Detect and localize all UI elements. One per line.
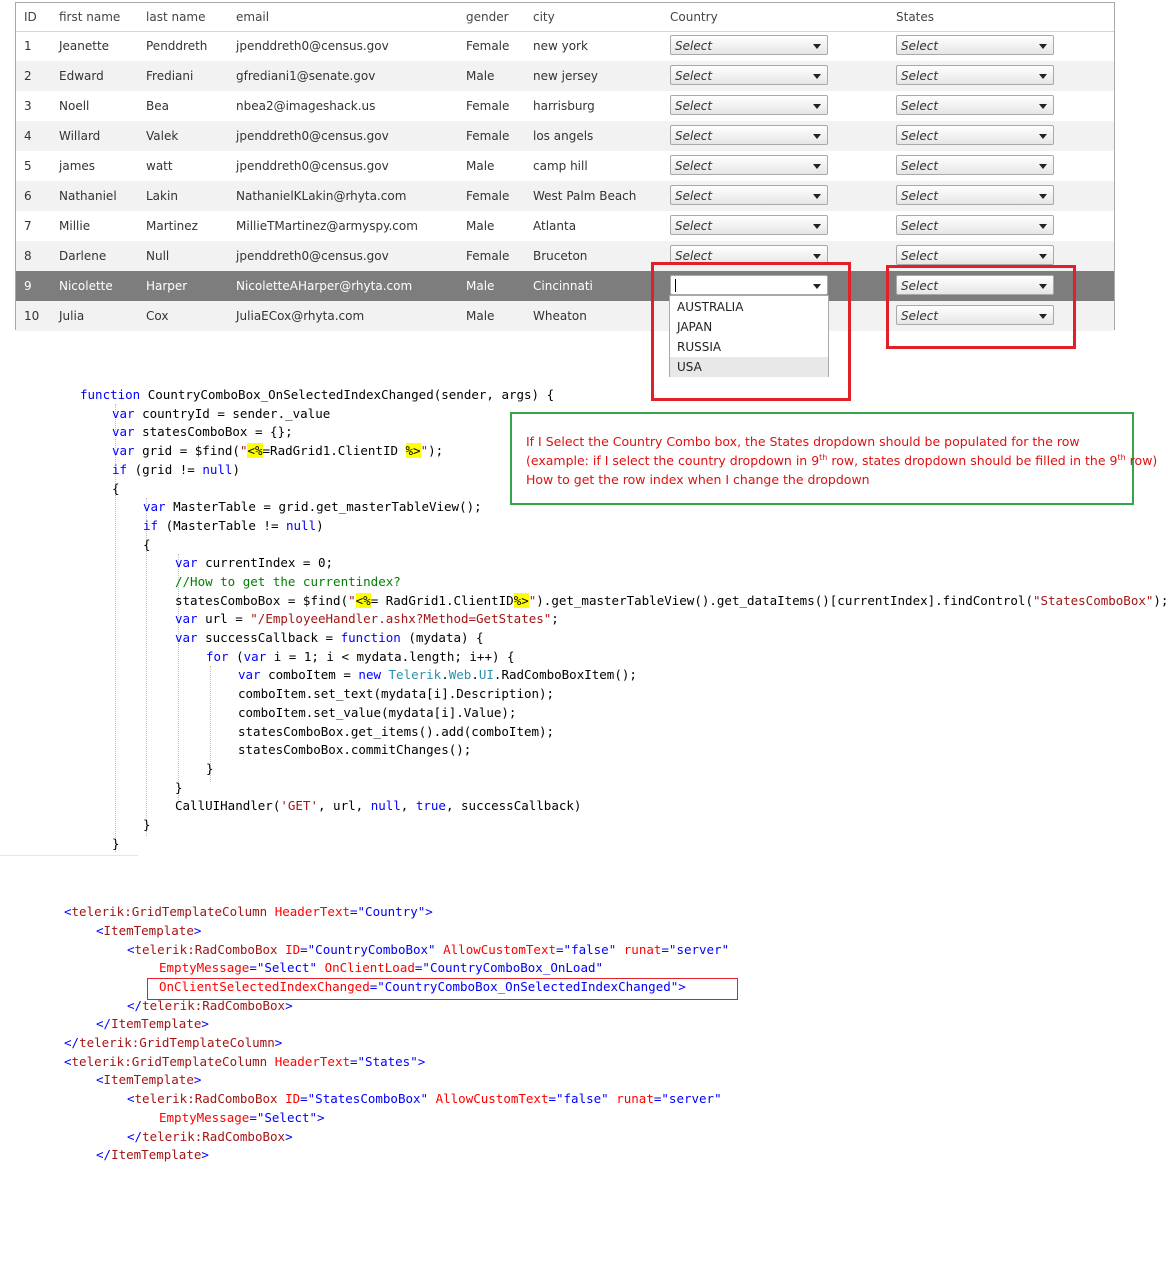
cell-gender: Male — [466, 159, 495, 173]
cell-id: 3 — [24, 99, 32, 113]
chevron-down-icon[interactable] — [813, 254, 821, 259]
country-combobox[interactable] — [670, 65, 828, 85]
markup-line: </telerik:GridTemplateColumn> — [64, 1035, 283, 1050]
code-line: var successCallback = function (mydata) { — [175, 630, 484, 645]
chevron-down-icon[interactable] — [1039, 134, 1047, 139]
code-line: var MasterTable = grid.get_masterTableView(); — [143, 499, 482, 514]
option-label: USA — [677, 360, 702, 374]
country-combobox[interactable] — [670, 125, 828, 145]
states-combobox[interactable] — [896, 245, 1054, 265]
cell-id: 8 — [24, 249, 32, 263]
code-line: if (grid != null) — [112, 462, 240, 477]
country-combobox[interactable] — [670, 215, 828, 235]
code-line: } — [143, 817, 151, 832]
question-note-box — [510, 412, 1158, 505]
option-label: RUSSIA — [677, 340, 722, 354]
chevron-down-icon[interactable] — [813, 104, 821, 109]
states-combobox-text: Select — [901, 159, 939, 173]
cell-first-name: Millie — [59, 219, 91, 233]
note-line-3: How to get the row index when I change the dropdown — [526, 472, 870, 487]
cell-id: 1 — [24, 39, 32, 53]
cell-gender: Male — [466, 309, 495, 323]
cell-email: JuliaECox@rhyta.com — [236, 309, 365, 323]
table-row[interactable] — [16, 91, 1114, 121]
markup-line: <ItemTemplate> — [96, 923, 202, 938]
option-label: JAPAN — [677, 320, 713, 334]
states-combobox[interactable] — [896, 65, 1054, 85]
header-first-name[interactable]: first name — [59, 10, 121, 24]
markup-line: </ItemTemplate> — [96, 1147, 209, 1162]
states-combobox-text: Select — [901, 39, 939, 53]
grid-header — [16, 3, 1114, 32]
code-line: function CountryComboBox_OnSelectedIndexChanged(sender, args) { — [80, 387, 555, 402]
markup-line: EmptyMessage="Select"> — [159, 1110, 325, 1125]
cell-first-name: Nicolette — [59, 279, 113, 293]
code-line: var currentIndex = 0; — [175, 555, 334, 570]
markup-line: <telerik:GridTemplateColumn HeaderText="States"> — [64, 1054, 426, 1069]
states-combobox-text: Select — [901, 99, 939, 113]
code-line: var statesComboBox = {}; — [112, 424, 293, 439]
cell-last-name: Martinez — [146, 219, 198, 233]
table-row[interactable] — [16, 151, 1114, 181]
cell-first-name: Jeanette — [59, 39, 110, 53]
note-superscript: th — [1117, 453, 1126, 462]
chevron-down-icon[interactable] — [813, 194, 821, 199]
cell-first-name: james — [59, 159, 96, 173]
cell-first-name: Darlene — [59, 249, 107, 263]
country-combobox-text: Select — [675, 189, 713, 203]
markup-line: <telerik:GridTemplateColumn HeaderText="Country"> — [64, 904, 433, 919]
annotation-box-states — [886, 265, 1076, 349]
chevron-down-icon[interactable] — [1039, 44, 1047, 49]
states-combobox[interactable] — [896, 35, 1054, 55]
states-combobox[interactable] — [896, 185, 1054, 205]
cell-first-name: Noell — [59, 99, 90, 113]
code-line: var grid = $find("<%=RadGrid1.ClientID %>"); — [112, 443, 444, 458]
cell-id: 4 — [24, 129, 32, 143]
chevron-down-icon[interactable] — [1039, 74, 1047, 79]
cell-first-name: Nathaniel — [59, 189, 117, 203]
cell-city: Wheaton — [533, 309, 587, 323]
cell-last-name: Penddreth — [146, 39, 208, 53]
cell-city: harrisburg — [533, 99, 595, 113]
country-combobox-text: Select — [675, 69, 713, 83]
markup-line: </ItemTemplate> — [96, 1016, 209, 1031]
code-line: comboItem.set_value(mydata[i].Value); — [238, 705, 517, 720]
note-superscript: th — [819, 453, 828, 462]
chevron-down-icon[interactable] — [1039, 194, 1047, 199]
country-combobox-text: Select — [675, 219, 713, 233]
cell-city: Atlanta — [533, 219, 577, 233]
cell-email: nbea2@imageshack.us — [236, 99, 376, 113]
cell-id: 7 — [24, 219, 32, 233]
code-line: if (MasterTable != null) — [143, 518, 324, 533]
markup-line: <ItemTemplate> — [96, 1072, 202, 1087]
cell-email: jpenddreth0@census.gov — [236, 39, 389, 53]
note-text: row, states dropdown should be filled in the 9 — [827, 453, 1118, 469]
code-line: var comboItem = new Telerik.Web.UI.RadComboBoxItem(); — [238, 667, 637, 682]
chevron-down-icon[interactable] — [813, 134, 821, 139]
code-line: { — [143, 537, 151, 552]
header-last-name[interactable]: last name — [146, 10, 206, 24]
chevron-down-icon[interactable] — [1039, 104, 1047, 109]
cell-last-name: Valek — [146, 129, 179, 143]
cell-id: 2 — [24, 69, 32, 83]
code-line: CallUIHandler('GET', url, null, true, successCallback) — [175, 798, 582, 813]
cell-gender: Male — [466, 69, 495, 83]
note-text: row) — [1125, 453, 1158, 469]
states-combobox-text: Select — [901, 219, 939, 233]
cell-email: jpenddreth0@census.gov — [236, 249, 389, 263]
country-combobox-text: Select — [675, 39, 713, 53]
cell-city: Bruceton — [533, 249, 588, 263]
code-line: //How to get the currentindex? — [175, 574, 401, 589]
country-combobox[interactable] — [670, 35, 828, 55]
country-combobox-text: Select — [675, 249, 713, 263]
code-line: var url = "/EmployeeHandler.ashx?Method=GetStates"; — [175, 611, 559, 626]
chevron-down-icon[interactable] — [1039, 164, 1047, 169]
cell-city: new jersey — [533, 69, 599, 83]
header-id[interactable]: ID — [24, 10, 37, 24]
cell-gender: Male — [466, 219, 495, 233]
cell-city: Cincinnati — [533, 279, 593, 293]
states-combobox[interactable] — [896, 95, 1054, 115]
states-combobox-text: Select — [901, 129, 939, 143]
markup-line: </telerik:RadComboBox> — [127, 998, 293, 1013]
cell-last-name: Cox — [146, 309, 169, 323]
cell-id: 10 — [24, 309, 40, 323]
table-row[interactable] — [16, 31, 1114, 61]
cell-id: 6 — [24, 189, 32, 203]
header-country[interactable]: Country — [670, 10, 718, 24]
code-line: } — [112, 836, 120, 851]
states-combobox-text: Select — [901, 279, 939, 293]
chevron-down-icon[interactable] — [813, 74, 821, 79]
states-combobox-text: Select — [901, 69, 939, 83]
code-line: } — [175, 780, 183, 795]
table-row[interactable] — [16, 61, 1114, 91]
cell-gender: Female — [466, 249, 510, 263]
country-combobox[interactable] — [670, 185, 828, 205]
cell-gender: Female — [466, 189, 510, 203]
markup-line: OnClientSelectedIndexChanged="CountryComboBox_OnSelectedIndexChanged"> — [159, 979, 686, 994]
code-line: var countryId = sender._value — [112, 406, 331, 421]
code-line: } — [206, 761, 214, 776]
annotation-box-event-handler — [147, 978, 738, 1000]
code-line: comboItem.set_text(mydata[i].Description); — [238, 686, 555, 701]
cell-first-name: Willard — [59, 129, 101, 143]
cell-gender: Male — [466, 279, 495, 293]
country-combobox[interactable] — [670, 95, 828, 115]
code-line: statesComboBox.get_items().add(comboItem); — [238, 724, 555, 739]
states-combobox-text: Select — [901, 309, 939, 323]
states-combobox-text: Select — [901, 249, 939, 263]
country-combobox-text: Select — [675, 99, 713, 113]
cell-city: West Palm Beach — [533, 189, 637, 203]
cell-email: MillieTMartinez@armyspy.com — [236, 219, 418, 233]
cell-gender: Female — [466, 99, 510, 113]
header-gender[interactable]: gender — [466, 10, 509, 24]
cell-last-name: Lakin — [146, 189, 178, 203]
cell-city: camp hill — [533, 159, 588, 173]
header-email[interactable]: email — [236, 10, 270, 24]
country-combobox-text: Select — [675, 159, 713, 173]
cell-first-name: Edward — [59, 69, 104, 83]
country-combobox-text: Select — [675, 129, 713, 143]
markup-line: <telerik:RadComboBox ID="StatesComboBox" AllowCustomText="false" runat="server" — [127, 1091, 722, 1106]
states-combobox[interactable] — [896, 125, 1054, 145]
markup-line: <telerik:RadComboBox ID="CountryComboBox" AllowCustomText="false" runat="server" — [127, 942, 730, 957]
code-line: statesComboBox = $find("<%= RadGrid1.ClientID%>").get_masterTableView().get_dataItems()[currentIndex].findControl("StatesComboBox"); — [175, 593, 1168, 608]
cell-email: jpenddreth0@census.gov — [236, 159, 389, 173]
option-label: AUSTRALIA — [677, 300, 744, 314]
table-row[interactable] — [16, 211, 1114, 241]
note-text: (example: if I select the country dropdown in 9 — [526, 453, 820, 469]
table-row[interactable] — [16, 121, 1114, 151]
header-states[interactable]: States — [896, 10, 935, 24]
chevron-down-icon[interactable] — [1039, 254, 1047, 259]
cell-id: 5 — [24, 159, 32, 173]
cell-gender: Female — [466, 39, 510, 53]
annotation-box-country — [651, 262, 851, 401]
cell-last-name: Frediani — [146, 69, 194, 83]
cell-city: los angels — [533, 129, 594, 143]
cell-first-name: Julia — [59, 309, 85, 323]
cell-gender: Female — [466, 129, 510, 143]
states-combobox-text: Select — [901, 189, 939, 203]
cell-city: new york — [533, 39, 588, 53]
chevron-down-icon[interactable] — [813, 44, 821, 49]
cell-last-name: Null — [146, 249, 170, 263]
chevron-down-icon[interactable] — [813, 224, 821, 229]
cell-last-name: Harper — [146, 279, 188, 293]
note-line-1: If I Select the Country Combo box, the States dropdown should be populated for the row — [526, 434, 1080, 449]
cell-email: NicoletteAHarper@rhyta.com — [236, 279, 413, 293]
code-line: statesComboBox.commitChanges(); — [238, 742, 472, 757]
table-row[interactable] — [16, 181, 1114, 211]
note-line-2 — [526, 453, 1157, 468]
header-city[interactable]: city — [533, 10, 555, 24]
code-line: { — [112, 481, 120, 496]
cell-email: jpenddreth0@census.gov — [236, 129, 389, 143]
chevron-down-icon[interactable] — [813, 164, 821, 169]
code-line: for (var i = 1; i < mydata.length; i++) { — [206, 649, 515, 664]
cell-email: gfrediani1@senate.gov — [236, 69, 376, 83]
chevron-down-icon[interactable] — [1039, 224, 1047, 229]
markup-line: </telerik:RadComboBox> — [127, 1129, 293, 1144]
cell-email: NathanielKLakin@rhyta.com — [236, 189, 407, 203]
separator — [0, 855, 138, 856]
cell-last-name: Bea — [146, 99, 169, 113]
markup-line: EmptyMessage="Select" OnClientLoad="CountryComboBox_OnLoad" — [159, 960, 604, 975]
cell-last-name: watt — [146, 159, 173, 173]
states-combobox[interactable] — [896, 155, 1054, 175]
cell-id: 9 — [24, 279, 32, 293]
country-combobox[interactable] — [670, 155, 828, 175]
states-combobox[interactable] — [896, 215, 1054, 235]
